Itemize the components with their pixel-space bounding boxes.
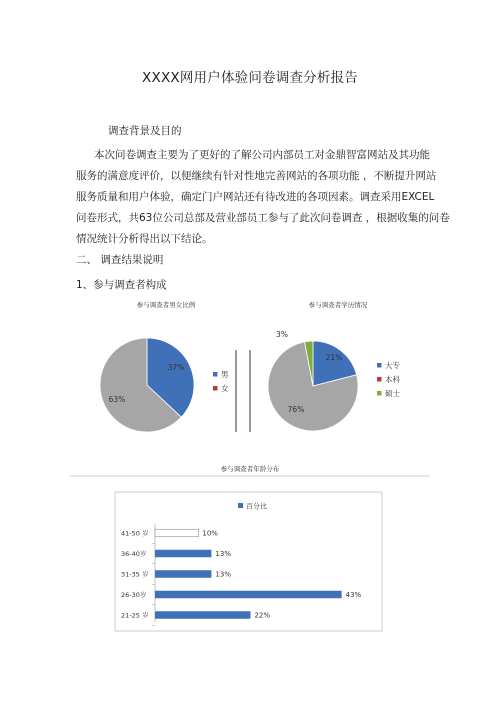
paragraph-line: 服务的满意度评价，以便继续有针对性地完善网站的各项功能 ，不断提升网站 <box>76 170 437 182</box>
legend-label: 本科 <box>385 375 400 384</box>
chart-title: 参与调查者年龄分布 <box>220 465 280 473</box>
pie-data-label: 21% <box>325 353 343 362</box>
bar-data-label: 22% <box>254 611 271 620</box>
legend-swatch <box>238 503 243 508</box>
category-label: 21-25 岁 <box>121 611 149 620</box>
bar-data-label: 13% <box>215 570 231 579</box>
category-label: 41-50 岁 <box>121 529 149 538</box>
category-label: 31-35 岁 <box>121 570 149 579</box>
chart-title: 参与调查者学历情况 <box>308 301 368 309</box>
paragraph-line: 本次问卷调查主要为了更好的了解公司内部员工对金鼎智富网站及其功能 <box>94 149 430 161</box>
pie-data-label: 63% <box>108 395 126 404</box>
legend-label: 男 <box>221 370 229 379</box>
category-label: 26-30岁 <box>121 591 147 599</box>
subsection-heading-composition: 1、参与调查者构成 <box>76 279 167 291</box>
pie-data-label: 3% <box>276 330 288 339</box>
bar-data-label: 10% <box>202 529 218 538</box>
pie-data-label: 37% <box>167 363 185 372</box>
education-pie-chart <box>268 300 400 431</box>
paragraph-line: 情况统计分析得出以下结论。 <box>76 233 213 245</box>
paragraph-line: 问卷形式，共63位公司总部及营业部员工参与了此次问卷调查 ，根据收集的问卷 <box>76 212 450 224</box>
bar <box>155 591 342 599</box>
paragraph-line: 服务质量和用户体验，确定门户网站还有待改进的各项因素。调查采用EXCEL <box>76 191 435 203</box>
pie-data-label: 76% <box>287 405 305 414</box>
legend-swatch <box>377 391 382 396</box>
legend-label: 百分比 <box>246 502 267 511</box>
bar <box>155 611 250 619</box>
bar <box>155 529 198 537</box>
bar-data-label: 43% <box>345 591 362 599</box>
bar-data-label: 13% <box>215 550 231 558</box>
section-heading-background: 调查背景及目的 <box>108 125 182 137</box>
legend-swatch <box>377 363 382 368</box>
legend-label: 硕士 <box>385 389 400 398</box>
bar <box>155 570 211 578</box>
legend-swatch <box>213 372 218 377</box>
bar <box>155 550 211 558</box>
legend-label: 女 <box>221 384 229 393</box>
page-title: XXXX网用户体验问卷调查分析报告 <box>142 70 358 86</box>
section-heading-results: 二、 调查结果说明 <box>76 254 164 266</box>
gender-pie-chart <box>100 300 229 432</box>
chart-title: 参与调查者男女比例 <box>136 301 196 309</box>
legend-swatch <box>213 386 218 391</box>
legend-swatch <box>377 377 382 382</box>
category-label: 36-40岁 <box>121 550 147 558</box>
legend-label: 大专 <box>385 361 400 370</box>
